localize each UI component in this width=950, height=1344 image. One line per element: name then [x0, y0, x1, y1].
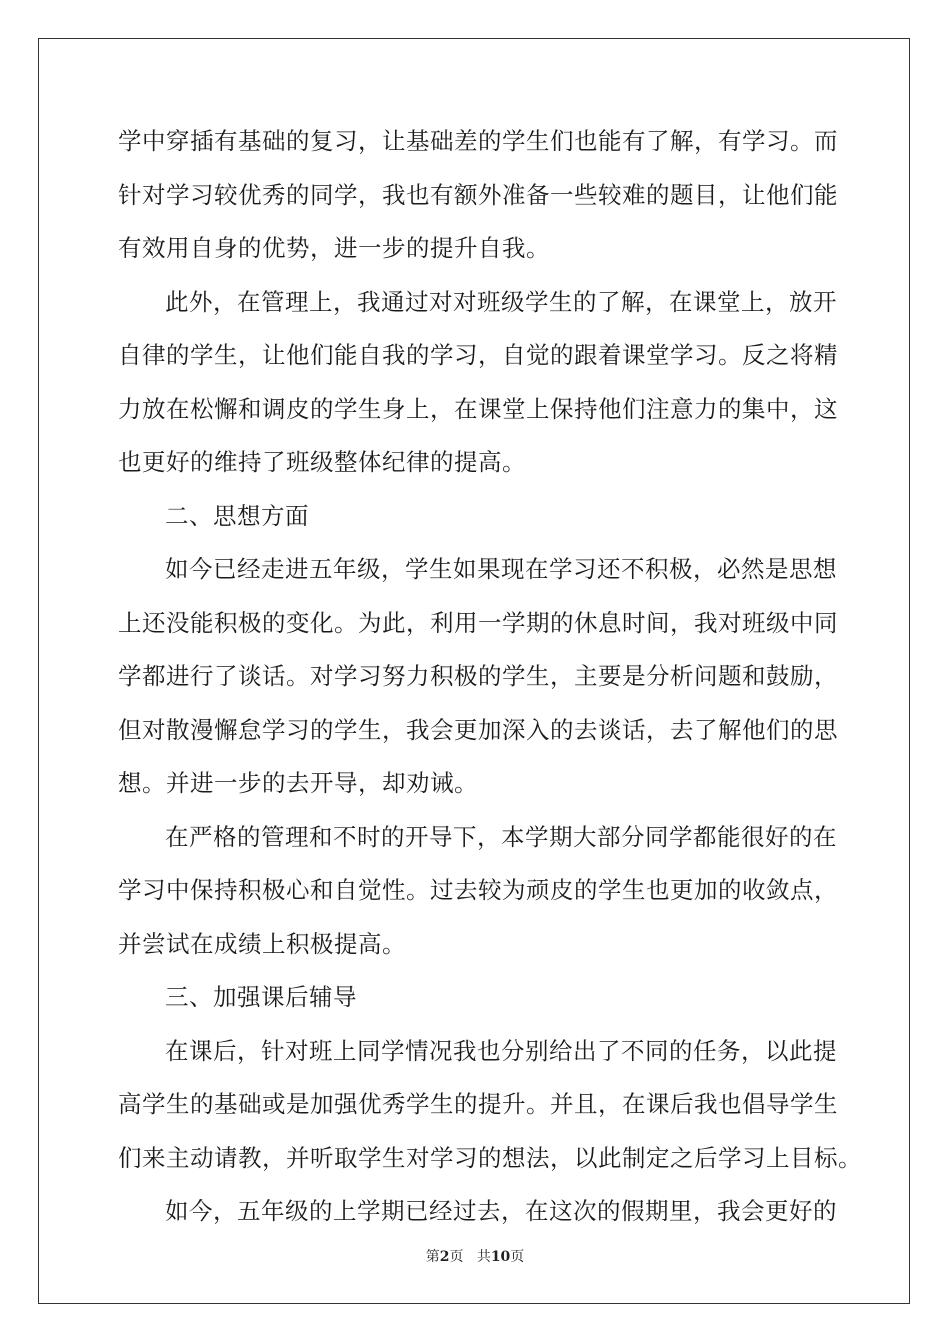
- text-line: 针对学习较优秀的同学，我也有额外准备一些较难的题目，让他们能: [118, 180, 838, 209]
- text-line: 也更好的维持了班级整体纪律的提高。: [118, 448, 526, 476]
- page-number: 2: [439, 1249, 450, 1265]
- text-line: 上还没能积极的变化。为此，利用一学期的休息时间，我对班级中同: [118, 608, 838, 637]
- text-line: 如今，五年级的上学期已经过去，在这次的假期里，我会更好的: [165, 1197, 837, 1225]
- text-line: 在课后，针对班上同学情况我也分别给出了不同的任务，以此提: [165, 1036, 837, 1065]
- text-line: 有效用自身的优势，进一步的提升自我。: [118, 234, 550, 262]
- text-line: 们来主动请教，并听取学生对学习的想法，以此制定之后学习上目标。: [118, 1143, 862, 1172]
- text-line: 三、加强课后辅导: [165, 983, 357, 1011]
- text-line: 此外，在管理上，我通过对对班级学生的了解，在课堂上，放开: [165, 287, 837, 316]
- footer-prefix: 第: [425, 1249, 440, 1265]
- footer-total-suffix: 页: [510, 1249, 525, 1265]
- text-line: 在严格的管理和不时的开导下，本学期大部分同学都能很好的在: [165, 822, 837, 851]
- text-line: 但对散漫懈怠学习的学生，我会更加深入的去谈话，去了解他们的思: [118, 715, 838, 744]
- text-line: 如今已经走进五年级，学生如果现在学习还不积极，必然是思想: [165, 555, 837, 583]
- text-line: 自律的学生，让他们能自我的学习，自觉的跟着课堂学习。反之将精: [118, 341, 838, 369]
- footer-total-prefix: 共: [476, 1249, 491, 1265]
- page-footer: [0, 1248, 950, 1266]
- text-line: 学都进行了谈话。对学习努力积极的学生，主要是分析问题和鼓励，: [118, 662, 838, 690]
- text-line: 学习中保持积极心和自觉性。过去较为顽皮的学生也更加的收敛点，: [118, 876, 838, 904]
- text-line: 学中穿插有基础的复习，让基础差的学生们也能有了解，有学习。而: [118, 127, 838, 155]
- text-line: 力放在松懈和调皮的学生身上，在课堂上保持他们注意力的集中，这: [118, 394, 838, 423]
- text-line: 想。并进一步的去开导，却劝诫。: [118, 769, 478, 797]
- total-pages: 10: [490, 1249, 511, 1265]
- text-line: 二、思想方面: [165, 501, 309, 530]
- text-line: 并尝试在成绩上积极提高。: [118, 929, 406, 958]
- text-line: 高学生的基础或是加强优秀学生的提升。并且，在课后我也倡导学生: [118, 1090, 838, 1118]
- footer-page-suffix: 页: [449, 1249, 464, 1265]
